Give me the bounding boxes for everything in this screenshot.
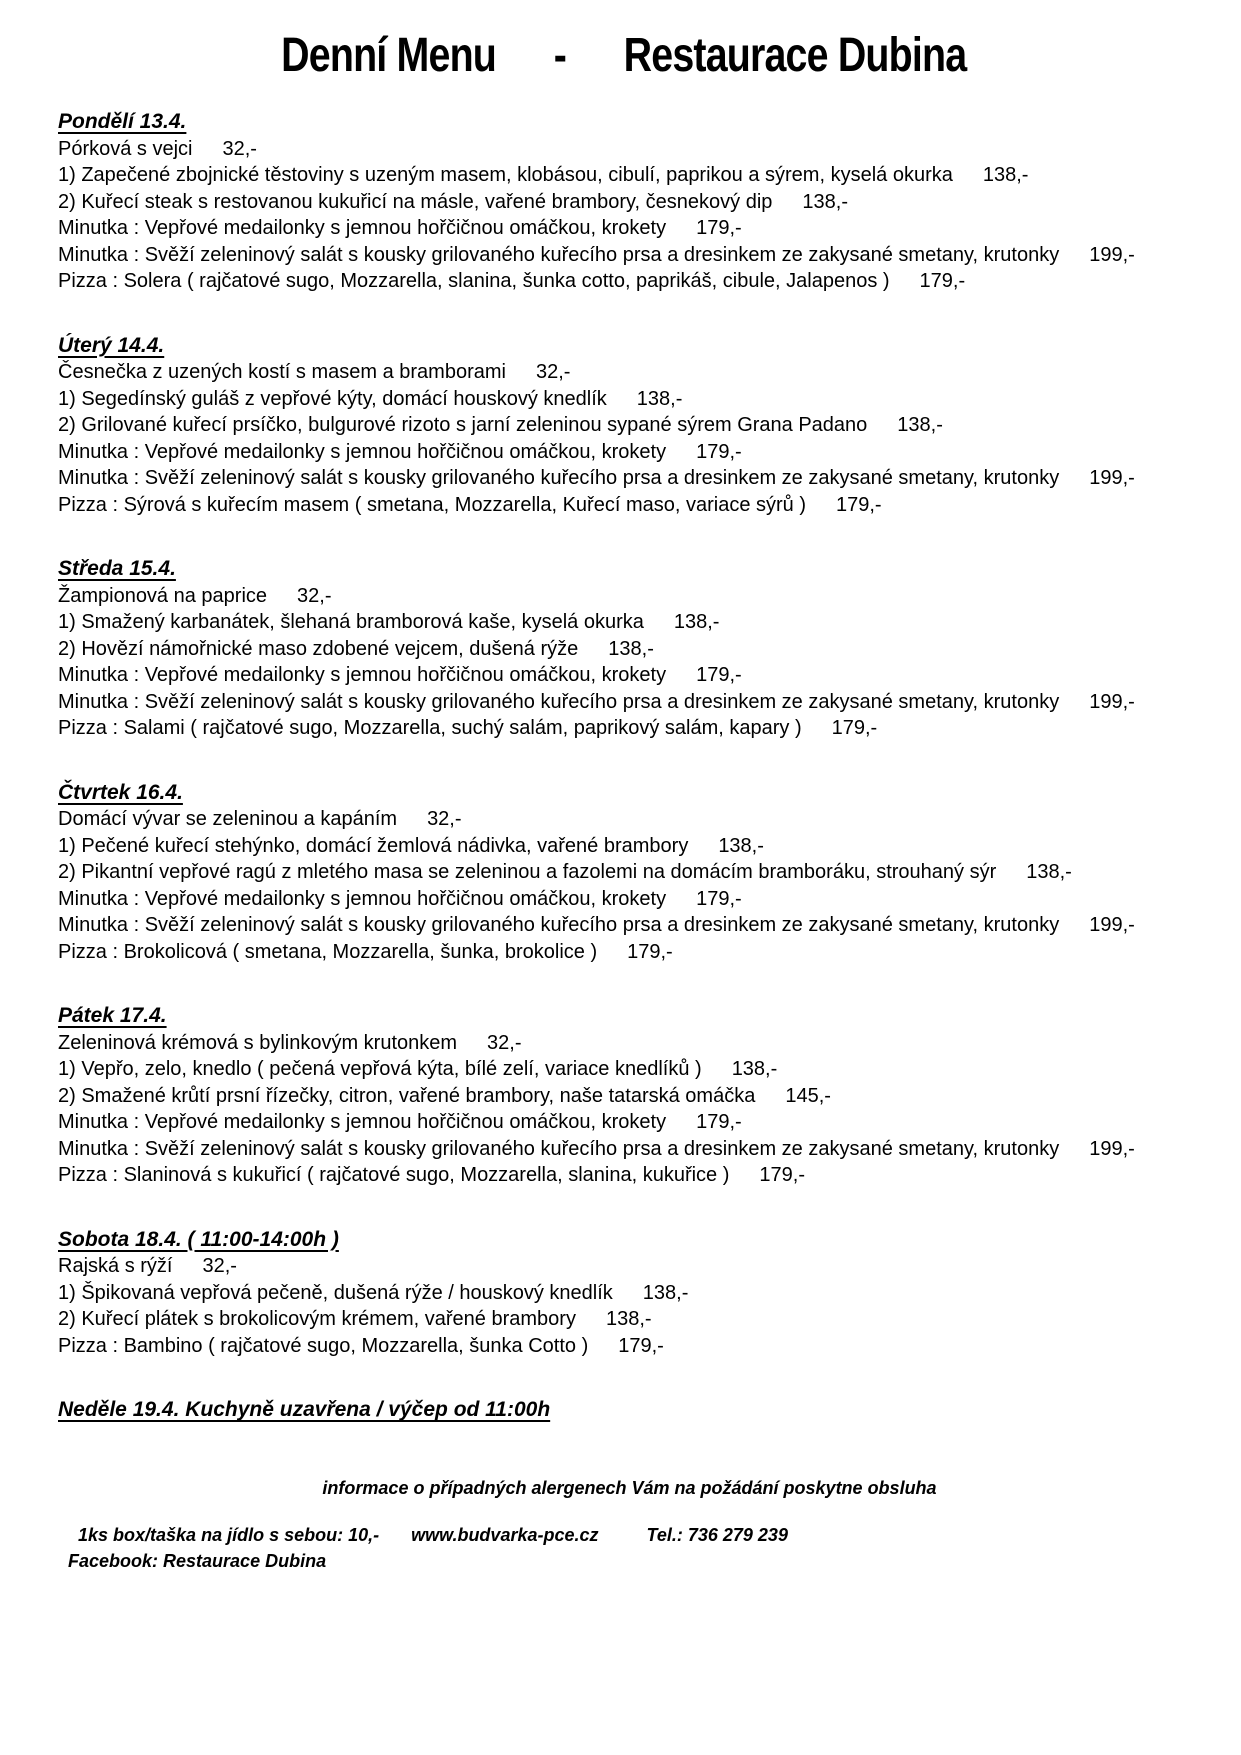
menu-line: [58, 1056, 1201, 1083]
menu-line: [58, 1306, 1201, 1333]
menu-item-text: Česnečka z uzených kostí s masem a bramborami: [58, 361, 506, 383]
menu-line: [58, 215, 1201, 242]
menu-item-price: 199,-: [1089, 914, 1135, 936]
menu-line: [58, 609, 1201, 636]
menu-item-text: Pizza : Solera ( rajčatové sugo, Mozzarella, slanina, šunka cotto, paprikáš, cibule, Jalapenos ): [58, 270, 890, 292]
menu-item-text: Minutka : Svěží zeleninový salát s kousky grilovaného kuřecího prsa a dresinkem ze zakysané smetany, krutonky: [58, 243, 1060, 266]
menu-item-text: Pizza : Sýrová s kuřecím masem ( smetana, Mozzarella, Kuřecí maso, variace sýrů ): [58, 493, 806, 516]
menu-line: [58, 359, 1201, 386]
day-heading: Čtvrtek 16.4.: [58, 780, 183, 804]
menu-item-price: 199,-: [1089, 467, 1135, 489]
menu-item-text: Minutka : Svěží zeleninový salát s kousky grilovaného kuřecího prsa a dresinkem ze zakysané smetany, krutonky: [58, 1137, 1060, 1160]
menu-item-text: Minutka : Svěží zeleninový salát s kousky grilovaného kuřecího prsa a dresinkem ze zakysané smetany, krutonky: [58, 914, 1060, 936]
footer-contact-line: [58, 1522, 1201, 1548]
day-heading: Úterý 14.4.: [58, 333, 165, 357]
menu-item-price: 32,-: [222, 137, 257, 160]
day-section: [58, 556, 1201, 742]
day-sections: [58, 109, 1201, 1359]
day-section: [58, 780, 1201, 966]
menu-item-text: 1) Špikovaná vepřová pečeně, dušená rýže / houskový knedlík: [58, 1281, 613, 1304]
facebook-info: Facebook: Restaurace Dubina: [68, 1550, 327, 1571]
menu-line: [58, 268, 1201, 295]
menu-item-text: 2) Hovězí námořnické maso zdobené vejcem, dušená rýže: [58, 637, 579, 660]
menu-item-text: Minutka : Vepřové medailonky s jemnou hořčičnou omáčkou, krokety: [58, 217, 667, 239]
menu-line: [58, 1162, 1201, 1189]
menu-item-price: 32,-: [427, 808, 462, 830]
menu-item-text: Domácí vývar se zeleninou a kapáním: [58, 808, 398, 830]
menu-item-text: Pizza : Brokolicová ( smetana, Mozzarella, šunka, brokolice ): [58, 940, 598, 963]
menu-line: [58, 833, 1201, 860]
website-text: www.budvarka-pce.cz: [411, 1524, 599, 1545]
menu-line: [58, 465, 1201, 492]
menu-item-price: 138,-: [897, 414, 943, 436]
menu-item-price: 138,-: [608, 637, 654, 660]
menu-line: [58, 583, 1201, 610]
menu-line: [58, 1136, 1201, 1163]
menu-item-price: 32,-: [202, 1255, 237, 1277]
menu-item-price: 179,-: [759, 1164, 805, 1186]
menu-item-price: 179,-: [836, 493, 882, 516]
allergen-note: informace o případných alergenech Vám na požádání poskytne obsluha: [322, 1477, 937, 1498]
phone-number: Tel.: 736 279 239: [646, 1524, 788, 1545]
menu-line: [58, 1083, 1201, 1110]
day-section: [58, 1003, 1201, 1189]
menu-line: [58, 859, 1201, 886]
menu-item-price: 145,-: [785, 1084, 831, 1107]
menu-item-price: 179,-: [696, 664, 742, 686]
menu-line: [58, 1253, 1201, 1280]
menu-line: [58, 912, 1201, 939]
page-title-inner: [281, 28, 966, 83]
menu-item-text: 1) Pečené kuřecí stehýnko, domácí žemlová nádivka, vařené brambory: [58, 834, 689, 857]
title-separator: -: [553, 29, 566, 82]
menu-item-price: 138,-: [718, 834, 764, 857]
menu-item-price: 179,-: [696, 1111, 742, 1133]
menu-item-price: 138,-: [642, 1281, 689, 1304]
menu-item-text: Minutka : Vepřové medailonky s jemnou hořčičnou omáčkou, krokety: [58, 440, 667, 463]
title-restaurant-name: Restaurace Dubina: [623, 29, 967, 82]
day-section: [58, 109, 1201, 295]
menu-line: [58, 1030, 1201, 1057]
closed-day-heading: Neděle 19.4. Kuchyně uzavřena / výčep od 11:00h: [58, 1398, 551, 1421]
menu-item-price: 32,-: [487, 1031, 522, 1054]
menu-item-price: 179,-: [696, 887, 742, 910]
menu-item-price: 199,-: [1089, 1137, 1135, 1160]
menu-item-text: 1) Segedínský guláš z vepřové kýty, domácí houskový knedlík: [58, 387, 607, 410]
menu-item-text: 1) Vepřo, zelo, knedlo ( pečená vepřová kýta, bílé zelí, variace knedlíků ): [58, 1058, 702, 1080]
menu-line: [58, 492, 1201, 519]
menu-item-text: Minutka : Vepřové medailonky s jemnou hořčičnou omáčkou, krokety: [58, 1111, 667, 1133]
menu-item-price: 138,-: [1026, 861, 1072, 883]
takeaway-box-info: 1ks box/taška na jídlo s sebou: 10,-: [78, 1524, 380, 1545]
menu-item-text: Pizza : Salami ( rajčatové sugo, Mozzarella, suchý salám, paprikový salám, kapary ): [58, 717, 802, 739]
menu-line: [58, 1280, 1201, 1307]
menu-item-price: 138,-: [731, 1058, 778, 1080]
menu-item-price: 32,-: [535, 361, 571, 383]
menu-line: [58, 1109, 1201, 1136]
menu-item-text: 2) Kuřecí plátek s brokolicovým krémem, vařené brambory: [58, 1308, 576, 1330]
menu-item-text: Pórková s vejci: [58, 137, 193, 160]
menu-item-text: 1) Smažený karbanátek, šlehaná bramborová kaše, kyselá okurka: [58, 611, 644, 633]
menu-line: [58, 386, 1201, 413]
menu-item-price: 179,-: [696, 440, 742, 463]
menu-item-text: Minutka : Svěží zeleninový salát s kousky grilovaného kuřecího prsa a dresinkem ze zakysané smetany, krutonky: [58, 467, 1060, 489]
menu-item-price: 179,-: [831, 717, 878, 739]
menu-item-text: Pizza : Slaninová s kukuřicí ( rajčatové sugo, Mozzarella, slanina, kukuřice ): [58, 1164, 730, 1186]
menu-item-price: 199,-: [1089, 243, 1135, 266]
menu-line: [58, 715, 1201, 742]
menu-item-price: 138,-: [605, 1308, 652, 1330]
menu-item-text: Minutka : Vepřové medailonky s jemnou hořčičnou omáčkou, krokety: [58, 887, 667, 910]
menu-line: [58, 189, 1201, 216]
menu-item-price: 199,-: [1089, 690, 1135, 713]
menu-item-text: Pizza : Bambino ( rajčatové sugo, Mozzarella, šunka Cotto ): [58, 1334, 589, 1357]
menu-item-text: 1) Zapečené zbojnické těstoviny s uzeným masem, klobásou, cibulí, paprikou a sýrem, kyselá okurka: [58, 164, 953, 186]
menu-line: [58, 806, 1201, 833]
menu-item-price: 179,-: [696, 217, 742, 239]
day-heading: Pátek 17.4.: [58, 1004, 167, 1027]
menu-item-text: Minutka : Vepřové medailonky s jemnou hořčičnou omáčkou, krokety: [58, 664, 667, 686]
day-heading: Sobota 18.4. ( 11:00-14:00h ): [58, 1227, 339, 1251]
menu-item-price: 138,-: [802, 190, 848, 213]
day-heading: Pondělí 13.4.: [58, 110, 187, 133]
menu-line: [58, 439, 1201, 466]
day-section: [58, 1227, 1201, 1360]
menu-item-price: 179,-: [919, 270, 966, 292]
menu-item-text: 2) Pikantní vepřové ragú z mletého masa se zeleninou a fazolemi na domácím bramboráku, strouhaný sýr: [58, 861, 997, 883]
menu-line: [58, 662, 1201, 689]
menu-item-price: 32,-: [297, 584, 332, 607]
menu-line: [58, 636, 1201, 663]
menu-item-price: 179,-: [618, 1334, 664, 1357]
menu-line: [58, 1333, 1201, 1360]
menu-item-text: Minutka : Svěží zeleninový salát s kousky grilovaného kuřecího prsa a dresinkem ze zakysané smetany, krutonky: [58, 690, 1060, 713]
menu-line: [58, 136, 1201, 163]
menu-line: [58, 162, 1201, 189]
title-menu-label: Denní Menu: [280, 29, 496, 82]
menu-item-price: 138,-: [636, 387, 683, 410]
menu-item-price: 138,-: [982, 164, 1029, 186]
menu-item-text: 2) Kuřecí steak s restovanou kukuřicí na másle, vařené brambory, česnekový dip: [58, 190, 773, 213]
menu-line: [58, 242, 1201, 269]
menu-item-text: Žampionová na paprice: [58, 584, 268, 607]
menu-item-price: 138,-: [673, 611, 720, 633]
menu-item-text: 2) Grilované kuřecí prsíčko, bulgurové rizoto s jarní zeleninou sypané sýrem Grana Padano: [58, 414, 868, 436]
menu-line: [58, 886, 1201, 913]
page-title: [58, 28, 1201, 83]
menu-line: [58, 689, 1201, 716]
footer: [58, 1522, 1201, 1574]
day-section: [58, 333, 1201, 519]
menu-line: [58, 939, 1201, 966]
menu-item-text: Zeleninová krémová s bylinkovým krutonkem: [58, 1031, 458, 1054]
menu-line: [58, 412, 1201, 439]
menu-item-price: 179,-: [627, 940, 673, 963]
day-heading: Středa 15.4.: [58, 557, 176, 580]
menu-item-text: 2) Smažené krůtí prsní řízečky, citron, vařené brambory, naše tatarská omáčka: [58, 1084, 756, 1107]
menu-item-text: Rajská s rýží: [58, 1255, 173, 1277]
